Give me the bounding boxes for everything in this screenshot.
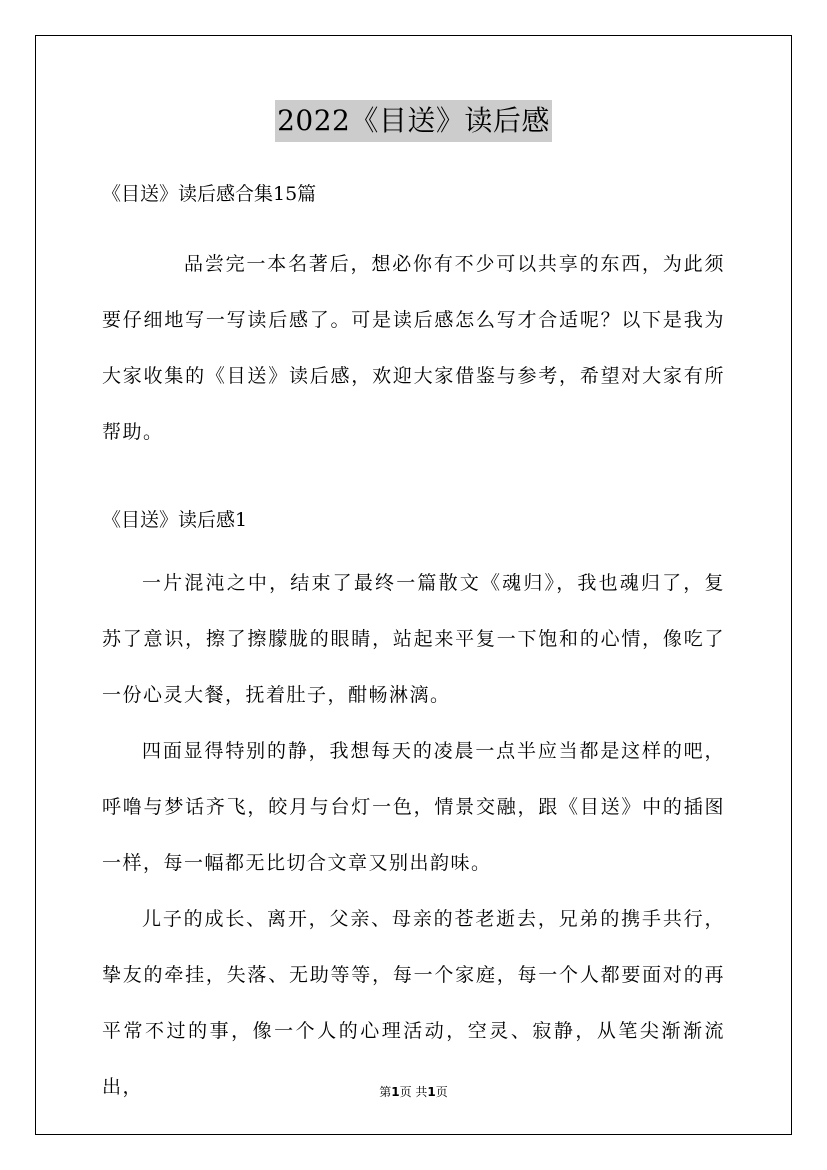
footer-page-prefix: 第 — [379, 1085, 392, 1099]
footer-page-current: 1 — [391, 1085, 400, 1099]
body-paragraph-3: 儿子的成长、离开，父亲、母亲的苍老逝去，兄弟的携手共行，挚友的牵挂，失落、无助等等，每一个家庭，每一个人都要面对的再平常不过的事，像一个人的心理活动，空灵、寂静，从笔尖渐渐流出， — [102, 908, 725, 1098]
body-paragraph-2: 四面显得特别的静，我想每天的凌晨一点半应当都是这样的吧，呼噜与梦话齐飞，皎月与台灯一色，情景交融，跟《目送》中的插图一样，每一幅都无比切合文章又别出韵味。 — [102, 740, 725, 874]
footer-page-total: 1 — [427, 1085, 436, 1099]
document-title: 2022《目送》读后感 — [275, 100, 552, 142]
title-container — [0, 100, 827, 142]
footer-page-suffix: 页 — [435, 1085, 448, 1099]
body-paragraph-1: 一片混沌之中，结束了最终一篇散文《魂归》，我也魂归了，复苏了意识，擦了擦朦胧的眼睛，站起来平复一下饱和的心情，像吃了一份心灵大餐，抚着肚子，酣畅淋漓。 — [102, 572, 725, 706]
intro-paragraph: 品尝完一本名著后，想必你有不少可以共享的东西，为此须要仔细地写一写读后感了。可是读后感怎么写才合适呢？以下是我为大家收集的《目送》读后感，欢迎大家借鉴与参考，希望对大家有所帮助。 — [102, 253, 725, 443]
page-footer — [0, 1084, 827, 1100]
document-subtitle: 《目送》读后感合集15篇 — [102, 183, 317, 205]
body-paragraphs — [102, 555, 725, 1115]
footer-page-mid: 页 共 — [399, 1085, 428, 1099]
section-title: 《目送》读后感1 — [102, 509, 248, 531]
